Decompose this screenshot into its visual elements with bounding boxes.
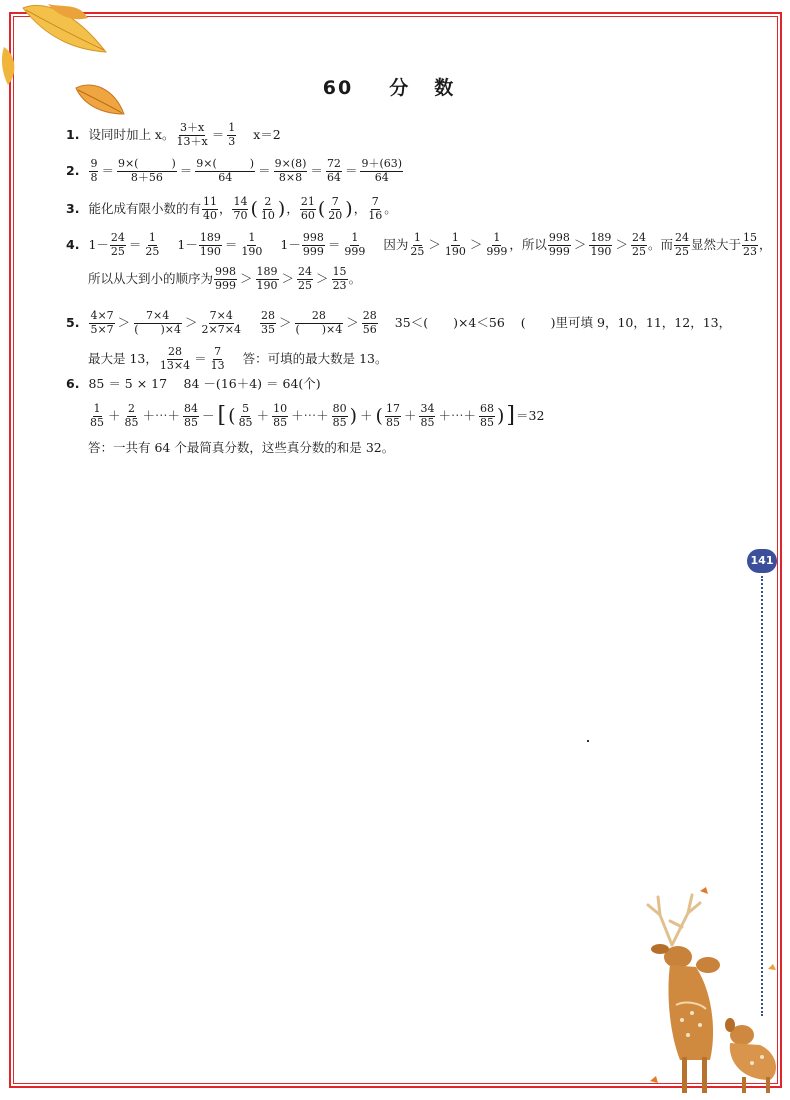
fraction: $\frac{7}{13}$ xyxy=(210,345,225,372)
fraction: $\frac{21}{60}$ xyxy=(300,195,315,222)
fraction: $\frac{72}{64}$ xyxy=(326,157,341,184)
fraction: $\frac{15}{23}$ xyxy=(742,231,757,258)
fraction: $\frac{80}{85}$ xyxy=(332,402,347,429)
fraction: $\frac{34}{85}$ xyxy=(420,402,435,429)
fraction: $\frac{3+x}{13+x}$ xyxy=(176,121,208,148)
fraction: $\frac{1}{25}$ xyxy=(145,231,160,258)
fraction: $\frac{1}{3}$ xyxy=(228,121,236,148)
answer-5-line2: 最大是 13， $\frac{28}{13\times 4}$ ＝ $\frac{7}{13}$ 答：可填的最大数是 13。 xyxy=(88,345,388,372)
fraction: $\frac{1}{25}$ xyxy=(410,231,425,258)
fraction: $\frac{189}{190}$ xyxy=(256,265,278,292)
fraction: $\frac{9\times( )}{64}$ xyxy=(196,157,255,184)
fraction: $\frac{998}{999}$ xyxy=(215,265,237,292)
fraction: $\frac{24}{25}$ xyxy=(298,265,313,292)
fraction: $\frac{1}{999}$ xyxy=(344,231,366,258)
fraction: $\frac{1}{190}$ xyxy=(241,231,263,258)
deer-illustration-icon xyxy=(630,885,790,1095)
fraction: $\frac{4\times 7}{5\times 7}$ xyxy=(90,309,114,336)
fraction: $\frac{17}{85}$ xyxy=(385,402,400,429)
fraction: $\frac{1}{999}$ xyxy=(486,231,508,258)
answer-1: 1. 设同时加上 x。 $\frac{3+x}{13+x}$ ＝ $\frac{1}{3}$ x＝2 xyxy=(66,121,281,148)
fraction: $\frac{28}{56}$ xyxy=(362,309,377,336)
fraction: $\frac{10}{85}$ xyxy=(273,402,288,429)
fraction: $\frac{68}{85}$ xyxy=(479,402,494,429)
fraction: $\frac{24}{25}$ xyxy=(110,231,125,258)
fraction: $\frac{7}{16}$ xyxy=(368,195,383,222)
fraction: $\frac{84}{85}$ xyxy=(184,402,199,429)
fraction: $\frac{9\times( )}{8+56}$ xyxy=(117,157,176,184)
fraction: $\frac{7}{20}$ xyxy=(328,195,343,222)
page-title: 60 分 数 xyxy=(322,77,456,99)
answer-5: 5. $\frac{4\times 7}{5\times 7}$ ＞ $\frac{7\times 4}{( )\times 4}$ ＞ $\frac{7\times 4}{2\times 7\times 4}$ $\frac{28}{35}$ ＞ $\frac{28}{( )\times 4}$ ＞ $\frac{28}{56}$ 35＜( )×4＜56 ( )里可填 9，10，11，12，13， xyxy=(66,309,732,336)
fraction: $\frac{189}{190}$ xyxy=(199,231,221,258)
answer-6: 6. 85 ＝ 5 × 17 84 －(16＋4) ＝ 64(个) xyxy=(66,376,321,391)
autumn-leaf-icon xyxy=(18,0,113,60)
fraction: $\frac{189}{190}$ xyxy=(590,231,612,258)
fraction: $\frac{11}{40}$ xyxy=(202,195,217,222)
fraction: $\frac{9+(63)}{64}$ xyxy=(361,157,403,184)
speck xyxy=(587,740,589,742)
fraction: $\frac{2}{10}$ xyxy=(260,195,275,222)
fraction: $\frac{28}{35}$ xyxy=(260,309,275,336)
fraction: $\frac{9}{8}$ xyxy=(90,157,98,184)
fraction: $\frac{14}{70}$ xyxy=(233,195,248,222)
answer-2: 2. $\frac{9}{8}$ ＝ $\frac{9\times( )}{8+56}$ ＝ $\frac{9\times( )}{64}$ ＝ $\frac{9\times(8)}{8\times 8}$ ＝ $\frac{72}{64}$ ＝ $\frac{9+(63)}{64}$ xyxy=(66,157,403,184)
fraction: $\frac{5}{85}$ xyxy=(238,402,253,429)
answer-3: 3. 能化成有限小数的有 $\frac{11}{40}$ ， $\frac{14}{70}$ ( $\frac{2}{10}$ ) ， $\frac{21}{60}$ ( $\frac{7}{20}$ ) ， $\frac{7}{16}$ 。 xyxy=(66,195,397,222)
fraction: $\frac{7\times 4}{( )\times 4}$ xyxy=(134,309,181,336)
fraction: $\frac{28}{13\times 4}$ xyxy=(159,345,191,372)
fraction: $\frac{2}{85}$ xyxy=(124,402,139,429)
answer-6-sum: $\frac{1}{85}$ ＋ $\frac{2}{85}$ ＋⋯＋ $\frac{84}{85}$ － [ ( $\frac{5}{85}$ ＋ $\frac{10}{85}$ ＋⋯＋ $\frac{80}{85}$ ) ＋ ( $\frac{17}{85}$ ＋ $\frac{34}{85}$ ＋⋯＋ $\frac{68}{85}$ ) ] ＝32 xyxy=(90,402,545,429)
answer-4-line2: 所以从大到小的顺序为 $\frac{998}{999}$ ＞ $\frac{189}{190}$ ＞ $\frac{24}{25}$ ＞ $\frac{15}{23}$ 。 xyxy=(88,265,362,292)
fraction: $\frac{15}{23}$ xyxy=(332,265,347,292)
fraction: $\frac{1}{85}$ xyxy=(90,402,104,429)
fraction: $\frac{28}{( )\times 4}$ xyxy=(295,309,343,336)
fraction: $\frac{7\times 4}{2\times 7\times 4}$ xyxy=(201,309,241,336)
fraction: $\frac{24}{25}$ xyxy=(631,231,646,258)
fraction: $\frac{9\times(8)}{8\times 8}$ xyxy=(274,157,307,184)
fraction: $\frac{998}{999}$ xyxy=(302,231,324,258)
fraction: $\frac{1}{190}$ xyxy=(444,231,466,258)
page-number-badge: 141 xyxy=(747,549,777,573)
answer-6-conclusion: 答：一共有 64 个最简真分数，这些真分数的和是 32。 xyxy=(88,440,395,455)
fraction: $\frac{998}{999}$ xyxy=(548,231,570,258)
fraction: $\frac{24}{25}$ xyxy=(674,231,689,258)
answer-4: 4. 1－ $\frac{24}{25}$ ＝ $\frac{1}{25}$ 1－ $\frac{189}{190}$ ＝ $\frac{1}{190}$ 1－ $\frac{998}{999}$ ＝ $\frac{1}{999}$ 因为 $\frac{1}{25}$ ＞ $\frac{1}{190}$ ＞ $\frac{1}{999}$ ，所以 $\frac{998}{999}$ ＞ $\frac{189}{190}$ ＞ $\frac{24}{25}$ 。而 $\frac{24}{25}$ 显然大于 $\frac{15}{23}$ ， xyxy=(66,231,772,258)
